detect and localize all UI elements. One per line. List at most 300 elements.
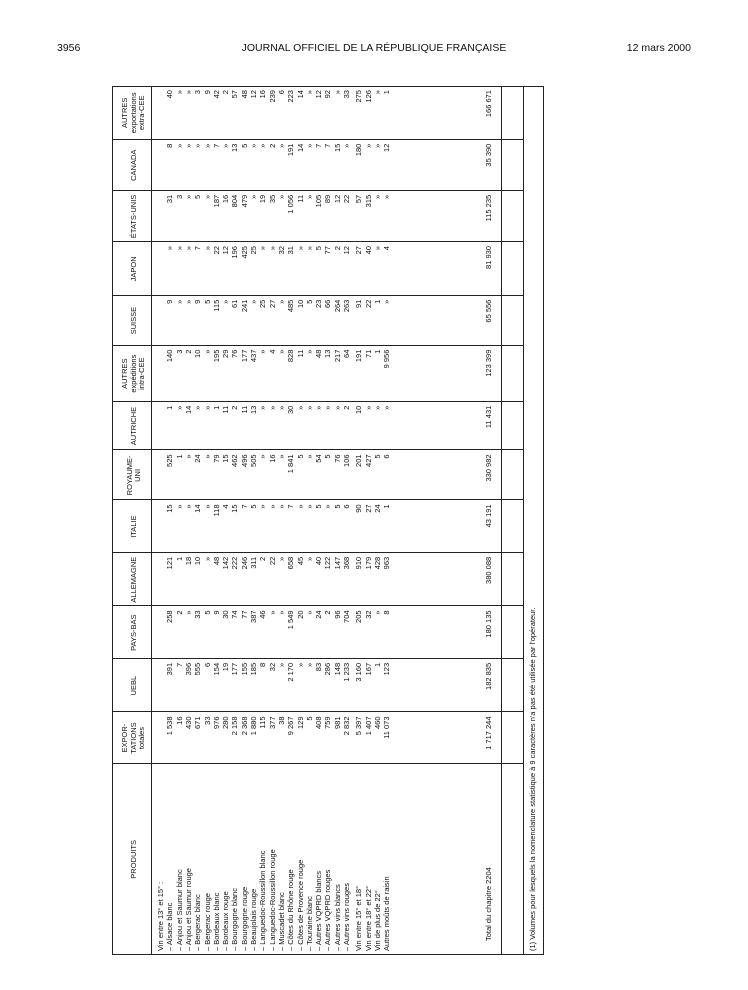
table-cell: 9 — [202, 90, 212, 95]
row-label: – Alsace blanc — [165, 902, 175, 951]
table-cell: 13 — [323, 349, 333, 358]
total-cell: 1 717 244 — [484, 716, 493, 750]
row-label: – Anjou et Saumur blanc — [174, 869, 184, 951]
table-cell: 187 — [211, 194, 221, 208]
table-cell: 31 — [165, 194, 175, 204]
table-cell: » — [323, 504, 333, 509]
table-cell: 16 — [174, 716, 184, 725]
row-label: – Bordeaux rouge — [221, 891, 231, 951]
table-cell: 61 — [230, 299, 240, 308]
table-cell: 14 — [183, 405, 193, 415]
column-header-uebl: UEBL — [128, 675, 138, 696]
table-cell: 315 — [363, 194, 373, 208]
rotated-table — [113, 86, 545, 955]
table-cell: 32 — [276, 246, 286, 255]
table-cell: » — [372, 246, 382, 251]
table-cell: 129 — [295, 716, 305, 729]
table-cell: » — [267, 504, 277, 509]
table-cell: 191 — [286, 143, 296, 157]
table-cell: 1 407 — [363, 716, 373, 736]
table-cell: 121 — [165, 556, 175, 570]
table-cell: 25 — [249, 246, 258, 255]
table-cell: 155 — [239, 662, 249, 676]
row-label: – Languedoc-Roussillon rouge — [267, 849, 277, 951]
footnote: (1) Volumes pour lesquels la nomenclature statistique à 9 caractères n'a pas été utilisée par l'opérateur. — [528, 607, 537, 951]
row-label: – Bourgogne rouge — [239, 886, 249, 951]
table-cell: 4 — [267, 349, 277, 354]
table-cell: » — [174, 504, 184, 509]
table-cell: 14 — [193, 504, 203, 513]
row-label: – Autres VQPRD rouges — [323, 869, 333, 951]
table-cell: » — [202, 504, 212, 509]
table-cell: » — [304, 90, 314, 95]
table-cell: 20 — [295, 610, 305, 619]
table-cell: 408 — [314, 716, 324, 729]
issue-date: 12 mars 2000 — [626, 42, 691, 54]
table-cell: 427 — [363, 454, 373, 467]
table-cell: 5 — [202, 299, 212, 304]
table-cell: 24 — [372, 504, 382, 513]
table-cell: 54 — [314, 454, 324, 463]
table-cell: 5 — [372, 454, 382, 459]
table-cell: 57 — [230, 90, 240, 99]
table-cell: 13 — [230, 143, 240, 152]
row-label: Vin entre 13° et 15° : — [156, 881, 165, 951]
row-label: – Bourgogne blanc — [230, 888, 240, 951]
total-cell: 11 431 — [484, 405, 493, 429]
table-cell: 96 — [332, 610, 342, 619]
table-cell: » — [276, 504, 286, 509]
table-cell: 759 — [323, 716, 333, 729]
table-cell: » — [382, 194, 392, 199]
table-cell: 7 — [286, 504, 296, 509]
table-cell: » — [276, 299, 286, 304]
table-cell: 5 — [304, 716, 314, 721]
table-cell: 704 — [342, 610, 351, 623]
row-label: – Languedoc-Roussillon blanc — [258, 850, 268, 951]
table-cell: » — [276, 454, 286, 459]
page-number: 3956 — [57, 42, 81, 54]
table-cell: 485 — [286, 299, 296, 313]
row-label: – Côtes de Provence rouge — [295, 859, 305, 951]
column-header-japon: JAPON — [128, 256, 138, 282]
table-cell: 5 — [193, 194, 203, 199]
table-cell: 33 — [342, 90, 351, 99]
table-cell: 1 538 — [165, 716, 175, 736]
table-cell: 32 — [363, 610, 373, 619]
row-label: Vin de plus de 22° — [372, 890, 382, 951]
table-cell: 5 — [239, 143, 249, 148]
table-cell: » — [295, 246, 305, 251]
table-cell: 22 — [363, 299, 373, 308]
column-header-canada: CANADA — [128, 149, 138, 181]
table-cell: » — [267, 246, 277, 251]
table-cell: » — [323, 405, 333, 410]
journal-title: JOURNAL OFFICIEL DE LA RÉPUBLIQUE FRANÇAISE — [241, 42, 507, 54]
table-cell: 976 — [211, 716, 221, 729]
column-header-total: EXPOR- TATIONS totales — [120, 722, 147, 754]
table-cell: » — [221, 299, 231, 304]
table-cell: » — [295, 662, 305, 668]
table-cell: » — [258, 349, 268, 354]
table-cell: » — [304, 662, 314, 668]
table-cell: 462 — [230, 454, 240, 467]
table-cell: 71 — [363, 349, 373, 358]
table-cell: » — [183, 610, 193, 615]
table-cell: » — [304, 504, 314, 509]
table-cell: 115 — [258, 716, 268, 729]
table-cell: 22 — [342, 194, 351, 204]
table-cell: 13 — [249, 405, 258, 415]
table-cell: 1 — [174, 556, 184, 561]
table-cell: 180 — [354, 143, 364, 157]
table-cell: 505 — [249, 454, 258, 467]
table-cell: » — [276, 610, 286, 615]
table-cell: 154 — [211, 662, 221, 676]
total-cell: 330 982 — [484, 454, 493, 482]
table-cell: 142 — [221, 556, 231, 570]
table-cell: 40 — [363, 246, 373, 255]
table-cell: 167 — [363, 662, 373, 676]
table-cell: » — [174, 246, 184, 251]
table-cell: 40 — [165, 90, 175, 99]
table-cell: 8 — [258, 662, 268, 668]
table-cell: 8 — [382, 610, 392, 615]
table-cell: 2 — [323, 610, 333, 615]
table-cell: 981 — [332, 716, 342, 729]
table-cell: » — [372, 405, 382, 410]
table-cell: 6 — [342, 504, 351, 509]
table-cell: 377 — [267, 716, 277, 729]
table-cell: 123 — [382, 662, 392, 676]
table-cell: 48 — [211, 556, 221, 566]
table-cell: 1 880 — [249, 716, 258, 736]
table-cell: 5 — [202, 610, 212, 615]
table-cell: » — [372, 610, 382, 615]
table-cell: » — [183, 504, 193, 509]
table-cell: 1 — [165, 405, 175, 410]
table-cell: 38 — [276, 716, 286, 725]
table-cell: » — [276, 405, 286, 410]
table-cell: » — [276, 349, 286, 354]
table-cell: 126 — [363, 90, 373, 103]
table-cell: » — [267, 405, 277, 410]
table-cell: 6 — [382, 454, 392, 459]
table-cell: 15 — [165, 504, 175, 513]
table-cell: » — [304, 143, 314, 148]
table-cell: » — [174, 405, 184, 410]
table-cell: 7 — [174, 662, 184, 668]
total-cell: 380 088 — [484, 556, 493, 584]
table-cell: 91 — [354, 299, 364, 308]
rotated-table-frame — [112, 86, 544, 955]
table-cell: » — [174, 299, 184, 304]
table-cell: 15 — [221, 454, 231, 463]
row-label: – Autres VQPRD blancs — [314, 870, 324, 951]
table-cell: » — [193, 405, 203, 410]
table-cell: 9 267 — [286, 716, 296, 736]
total-cell: 182 835 — [484, 662, 493, 690]
table-cell: 11 073 — [382, 716, 392, 739]
table-cell: 5 — [295, 454, 305, 459]
table-cell: 10 — [193, 556, 203, 566]
table-cell: 460 — [372, 716, 382, 729]
table-cell: » — [202, 246, 212, 251]
table-cell: 14 — [295, 143, 305, 152]
total-cell: 115 235 — [484, 194, 493, 222]
table-cell: 1 056 — [286, 194, 296, 214]
table-cell: 57 — [354, 194, 364, 204]
rule-header-bottom — [151, 86, 152, 955]
table-cell: 66 — [323, 299, 333, 308]
table-cell: 246 — [239, 556, 249, 570]
table-cell: 217 — [332, 349, 342, 363]
table-cell: 2 — [230, 405, 240, 410]
table-cell: 77 — [239, 610, 249, 619]
row-label: – Beaujolais rouge — [249, 888, 258, 951]
table-cell: 9 — [193, 299, 203, 304]
table-cell: 148 — [332, 662, 342, 676]
row-label: – Bordeaux blanc — [211, 892, 221, 951]
table-cell: 177 — [239, 349, 249, 363]
table-cell: 22 — [267, 556, 277, 566]
rule-total-top — [501, 86, 502, 955]
total-cell: 43 191 — [484, 504, 493, 528]
table-cell: » — [183, 454, 193, 459]
table-cell: » — [221, 143, 231, 148]
table-cell: » — [304, 349, 314, 354]
table-cell: 286 — [323, 662, 333, 676]
table-cell: 191 — [354, 349, 364, 363]
total-cell: 123 399 — [484, 349, 493, 377]
table-cell: 4 — [221, 504, 231, 509]
table-cell: » — [382, 405, 392, 410]
table-cell: 12 — [314, 90, 324, 99]
total-cell: 65 556 — [484, 299, 493, 323]
table-cell: 479 — [239, 194, 249, 208]
table-cell: 258 — [165, 610, 175, 623]
table-cell: 48 — [239, 90, 249, 99]
table-cell: 2 — [221, 90, 231, 95]
table-cell: 4 — [382, 246, 392, 251]
table-cell: 105 — [314, 194, 324, 208]
table-cell: 77 — [323, 246, 333, 255]
table-cell: 1 — [372, 299, 382, 304]
table-cell: » — [258, 405, 268, 410]
table-cell: » — [363, 143, 373, 148]
table-cell: 2 158 — [230, 716, 240, 736]
table-cell: » — [165, 246, 175, 251]
total-cell: 35 390 — [484, 143, 493, 167]
row-label: – Autres vins rouges — [342, 883, 351, 951]
table-cell: 11 — [295, 349, 305, 358]
table-cell: 46 — [258, 610, 268, 619]
table-cell: » — [193, 143, 203, 148]
row-label: Autres moûts de raisin — [382, 876, 392, 951]
table-cell: » — [332, 405, 342, 410]
table-cell: 30 — [286, 405, 296, 415]
table-cell: 12 — [332, 194, 342, 204]
table-cell: 2 — [174, 610, 184, 615]
table-cell: 2 — [342, 405, 351, 410]
row-label: – Bergerac rouge — [202, 893, 212, 951]
table-cell: 42 — [211, 90, 221, 99]
table-cell: 10 — [193, 349, 203, 358]
table-cell: 5 — [304, 299, 314, 304]
table-cell: » — [183, 90, 193, 95]
table-cell: 3 — [193, 90, 203, 95]
table-cell: 7 — [239, 504, 249, 509]
column-header-italie: ITALIE — [128, 515, 138, 538]
table-cell: » — [276, 194, 286, 199]
table-cell: » — [249, 299, 258, 304]
column-header-autriche: AUTRICHE — [128, 406, 138, 446]
table-cell: 5 — [249, 504, 258, 509]
table-cell: 201 — [354, 454, 364, 467]
table-cell: 9 — [165, 299, 175, 304]
table-cell: 24 — [314, 610, 324, 619]
total-cell: 180 135 — [484, 610, 493, 638]
table-cell: 35 — [267, 194, 277, 204]
table-cell: 396 — [183, 662, 193, 676]
table-cell: 179 — [363, 556, 373, 570]
rule-footnote-top — [523, 86, 524, 955]
table-cell: 1 — [372, 662, 382, 668]
table-cell: 5 — [332, 504, 342, 509]
table-cell: 29 — [221, 349, 231, 358]
table-cell: » — [304, 556, 314, 561]
table-cell: » — [258, 143, 268, 148]
table-cell: 16 — [258, 90, 268, 99]
table-cell: » — [363, 405, 373, 410]
table-cell: 280 — [221, 716, 231, 729]
table-cell: » — [304, 246, 314, 251]
table-cell: 177 — [230, 662, 240, 676]
table-cell: 1 841 — [286, 454, 296, 474]
table-cell: 19 — [258, 194, 268, 204]
table-cell: 7 — [211, 143, 221, 148]
table-cell: 368 — [342, 556, 351, 570]
table-cell: 48 — [314, 349, 324, 358]
table-cell: 9 — [211, 610, 221, 615]
table-cell: 311 — [249, 556, 258, 569]
table-cell: 40 — [314, 556, 324, 566]
table-cell: 195 — [211, 349, 221, 363]
table-cell: » — [174, 143, 184, 148]
table-cell: 11 — [221, 405, 231, 414]
table-cell: 15 — [332, 143, 342, 152]
table-cell: 1 — [211, 405, 221, 410]
table-cell: » — [183, 246, 193, 251]
table-cell: 3 160 — [354, 662, 364, 682]
table-cell: 525 — [165, 454, 175, 467]
row-label: – Anjou et Saumur rouge — [183, 868, 193, 951]
table-cell: 16 — [267, 454, 277, 463]
column-header-etatsunis: ÉTATS-UNIS — [128, 194, 138, 239]
row-label: – Touraine blanc — [304, 896, 314, 951]
table-cell: 9 956 — [382, 349, 392, 369]
table-cell: » — [249, 194, 258, 199]
table-cell: » — [258, 454, 268, 459]
table-cell: 27 — [354, 246, 364, 255]
table-cell: 2 — [258, 556, 268, 561]
table-cell: » — [372, 143, 382, 148]
table-cell: 32 — [267, 662, 277, 672]
table-cell: » — [258, 246, 268, 251]
table-cell: 555 — [193, 662, 203, 676]
row-label: Vin entre 15° et 18° — [354, 885, 364, 951]
row-label: – Autres vins blancs — [332, 884, 342, 951]
table-cell: 2 170 — [286, 662, 296, 682]
table-cell: 7 — [193, 246, 203, 251]
table-cell: 2 832 — [342, 716, 351, 736]
column-header-paysbas: PAYS-BAS — [128, 614, 138, 651]
table-cell: 140 — [165, 349, 175, 363]
row-label: – Bergerac blanc — [193, 894, 203, 951]
total-label: Total du chapitre 2204 — [484, 867, 493, 941]
table-cell: 30 — [221, 610, 231, 619]
table-cell: » — [174, 90, 184, 95]
table-cell: 804 — [230, 194, 240, 208]
table-cell: 8 — [165, 143, 175, 148]
table-cell: 115 — [211, 299, 221, 312]
table-cell: 196 — [230, 246, 240, 259]
table-cell: 241 — [239, 299, 249, 313]
table-cell: 92 — [323, 90, 333, 99]
table-cell: 963 — [382, 556, 392, 570]
table-cell: 1 233 — [342, 662, 351, 682]
table-cell: » — [304, 454, 314, 459]
table-cell: 27 — [267, 299, 277, 308]
table-cell: 7 — [314, 143, 324, 148]
table-cell: » — [304, 194, 314, 199]
table-cell: 264 — [332, 299, 342, 313]
table-cell: 79 — [211, 454, 221, 463]
table-cell: 118 — [211, 504, 221, 517]
row-label: – Muscadet blanc — [276, 892, 286, 951]
table-cell: 11 — [295, 194, 305, 203]
table-cell: » — [183, 194, 193, 199]
table-cell: 6 — [202, 662, 212, 668]
total-cell: 81 930 — [484, 246, 493, 269]
table-cell: 5 — [314, 504, 324, 509]
table-cell: » — [202, 454, 212, 459]
table-cell: 83 — [314, 662, 324, 672]
table-cell: 16 — [221, 194, 231, 204]
table-cell: 222 — [230, 556, 240, 570]
table-cell: 64 — [342, 349, 351, 358]
table-cell: 5 — [323, 454, 333, 459]
table-cell: 74 — [230, 610, 240, 619]
column-header-allemagne: ALLEMAGNE — [128, 556, 138, 603]
table-cell: » — [276, 143, 286, 148]
table-cell: 263 — [342, 299, 351, 313]
table-cell: » — [202, 556, 212, 561]
table-cell: 2 368 — [239, 716, 249, 736]
table-cell: 6 — [276, 90, 286, 95]
column-header-autresextra: AUTRES exportations extra-CEE — [120, 92, 147, 134]
table-cell: » — [267, 610, 277, 615]
column-header-produits: PRODUITS — [128, 839, 138, 879]
table-cell: » — [183, 143, 193, 148]
table-cell: 205 — [354, 610, 364, 623]
table-cell: » — [202, 405, 212, 410]
table-cell: 437 — [249, 349, 258, 363]
table-cell: 14 — [295, 90, 305, 99]
table-cell: 658 — [286, 556, 296, 570]
table-cell: 275 — [354, 90, 364, 103]
table-cell: » — [332, 90, 342, 95]
